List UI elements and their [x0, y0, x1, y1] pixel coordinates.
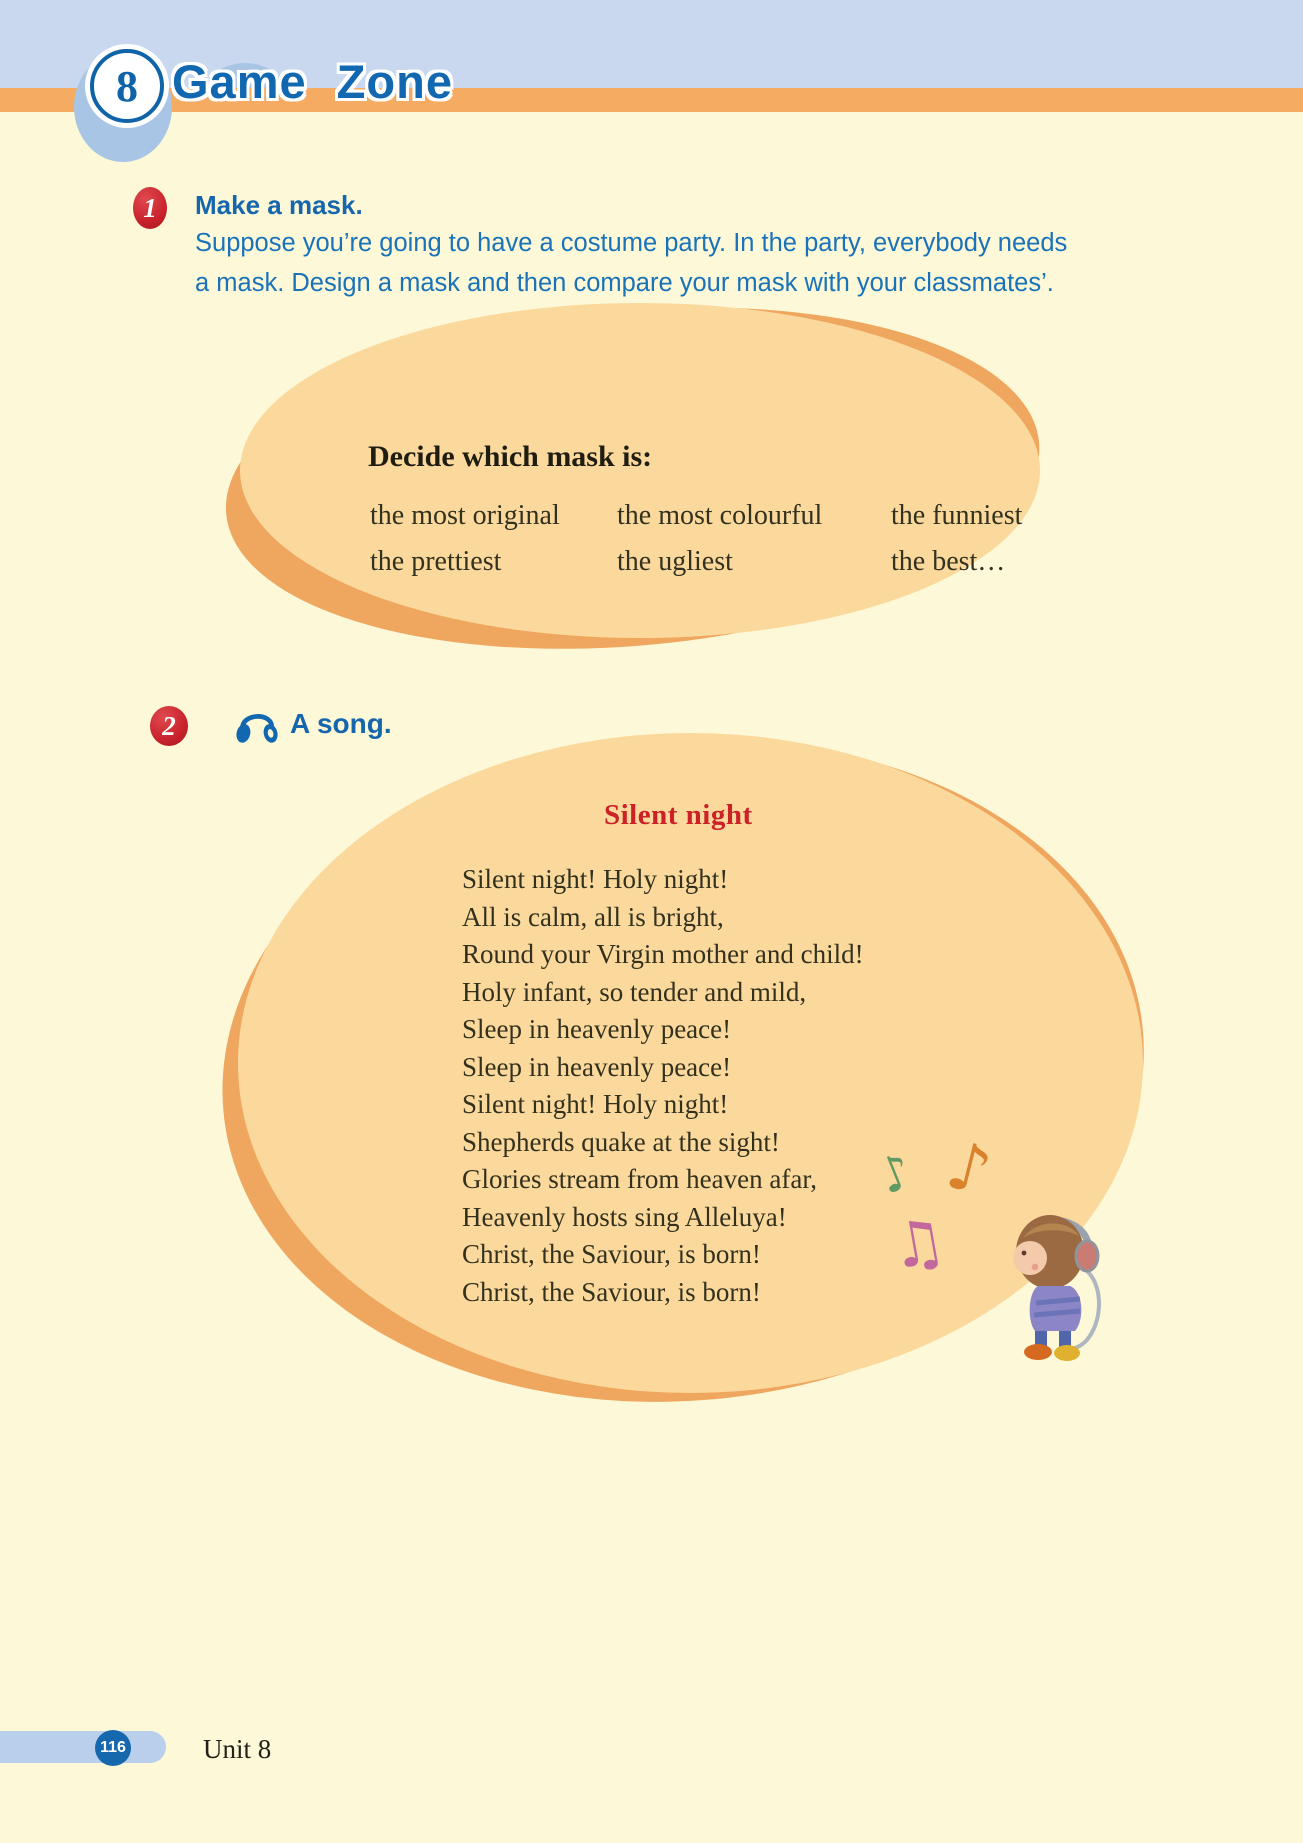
mask-option: the prettiest: [370, 546, 502, 577]
music-note-icon: ♪: [939, 1126, 999, 1211]
lyric-line: Round your Virgin mother and child!: [462, 939, 864, 969]
lyric-line: Heavenly hosts sing Alleluya!: [462, 1201, 787, 1232]
lyric-line: Silent night! Holy night!: [462, 864, 729, 894]
footer-pill: [0, 1731, 166, 1763]
activity1-instruction-line1: Suppose you’re going to have a costume party. In the party, everybody needs: [195, 229, 1068, 257]
lyric-line: Holy infant, so tender and mild,: [462, 976, 807, 1007]
lyric-line: Sleep in heavenly peace!: [462, 1051, 732, 1082]
music-note-icon: ♫: [883, 1202, 952, 1285]
song-title: Silent night: [604, 799, 753, 831]
mask-option: the best…: [891, 546, 1006, 577]
lyric-line: Silent night! Holy night!: [462, 1089, 729, 1119]
activity1-title: Make a mask.: [195, 190, 363, 220]
mask-options-row: [370, 546, 1030, 592]
song-lyrics: [462, 861, 864, 1311]
unit-number-badge: [90, 49, 164, 123]
mask-options-list: [370, 500, 1030, 592]
headphones-icon: [234, 703, 280, 745]
activity1-instruction-line2: a mask. Design a mask and then compare your mask with your classmates’.: [195, 269, 1054, 297]
activity2-number-badge: [150, 706, 188, 746]
lyric-line: Shepherds quake at the sight!: [462, 1126, 780, 1157]
lyric-line: Glories stream from heaven afar,: [462, 1164, 818, 1194]
activity2-number: 2: [162, 710, 176, 741]
activity1-number: 1: [143, 192, 157, 223]
decide-heading: Decide which mask is:: [368, 440, 653, 473]
footer-unit-label: Unit 8: [203, 1734, 272, 1764]
mask-option: the ugliest: [617, 546, 733, 577]
mask-option: the most colourful: [617, 500, 823, 531]
music-note-icon: ♪: [870, 1142, 921, 1206]
page-number-badge: [95, 1730, 131, 1766]
mask-option: the most original: [370, 500, 560, 531]
lyric-line: Christ, the Saviour, is born!: [462, 1239, 761, 1269]
lyric-line: Christ, the Saviour, is born!: [462, 1276, 761, 1307]
activity2-title: A song.: [290, 708, 392, 739]
activity1-number-badge: [133, 187, 167, 229]
unit-number: 8: [116, 61, 138, 111]
lyric-line: Sleep in heavenly peace!: [462, 1014, 732, 1044]
mask-options-row: [370, 500, 1030, 546]
mask-option: the funniest: [891, 500, 1023, 531]
listening-kid-illustration: [990, 1190, 1110, 1365]
lyric-line: All is calm, all is bright,: [462, 901, 724, 932]
page-title: Game Zone: [172, 55, 453, 108]
page-number: 116: [100, 1739, 126, 1756]
